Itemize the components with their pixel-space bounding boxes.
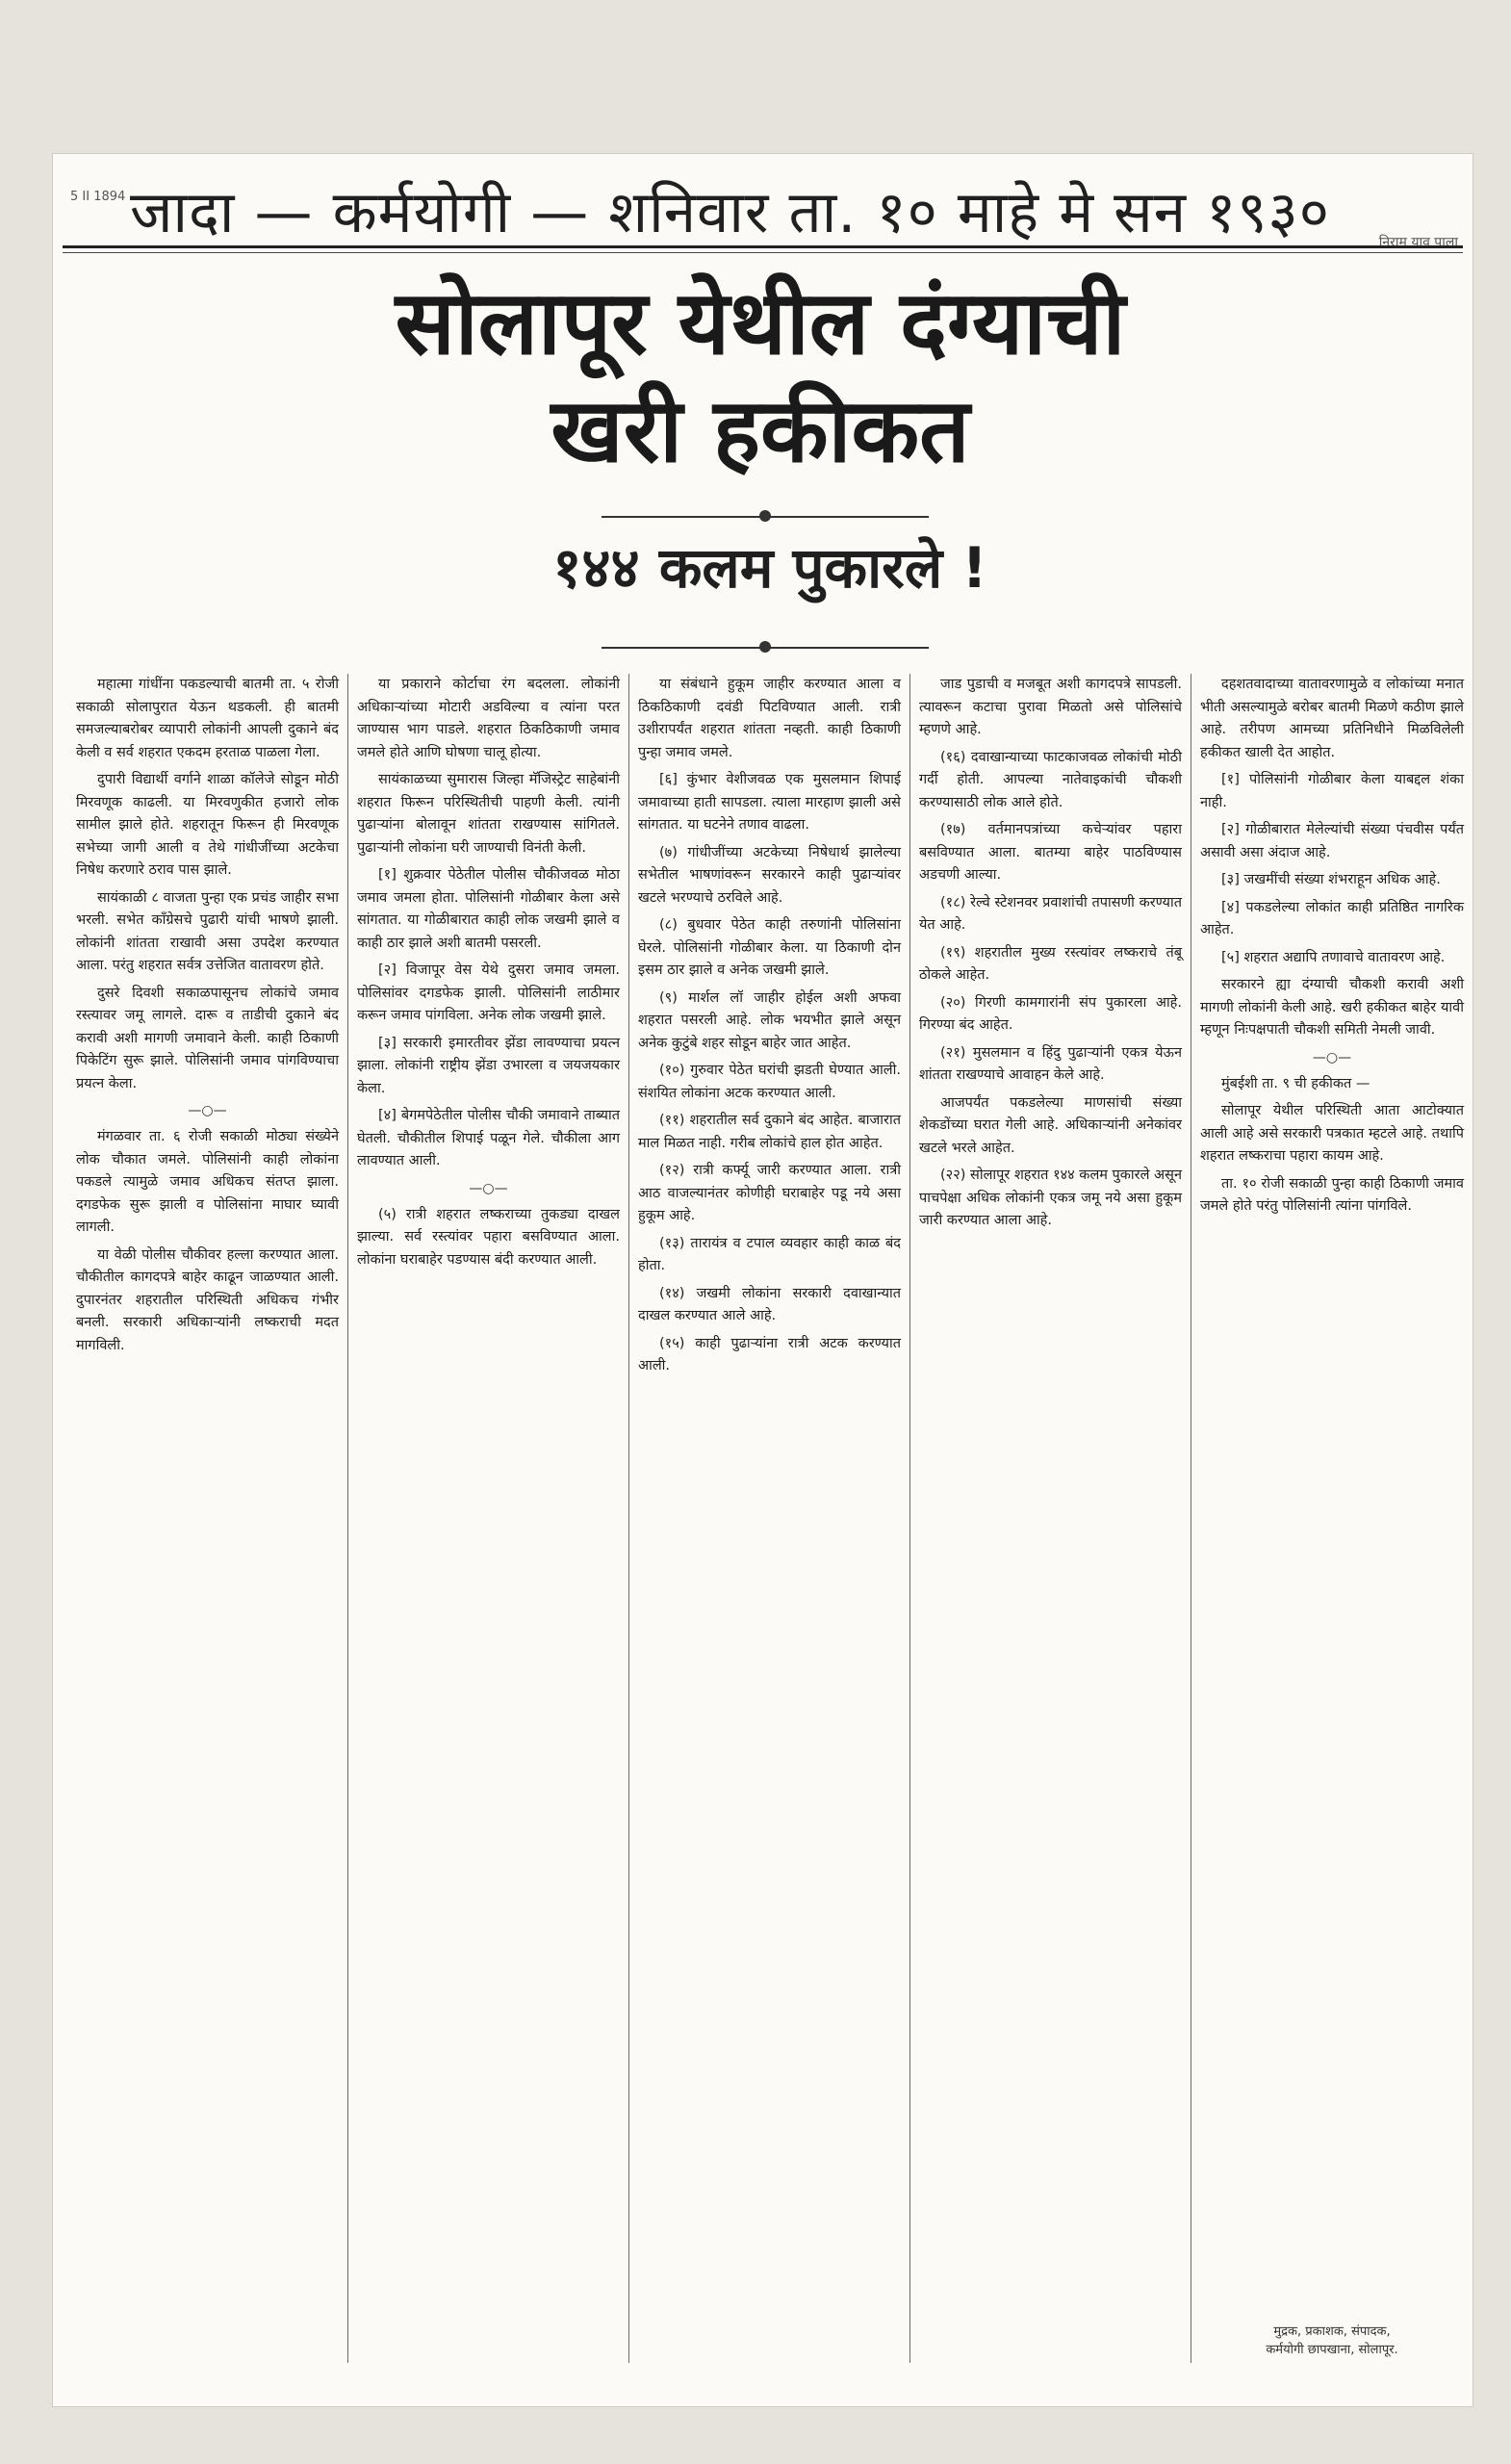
headline-line-1: सोलापूर येथील दंग्याची <box>395 271 1126 374</box>
paragraph: (१५) काही पुढाऱ्यांना रात्री अटक करण्यात आली. <box>638 1335 901 1373</box>
paragraph: या प्रकाराने कोर्टाचा रंग बदलला. लोकांनी अधिकाऱ्यांच्या मोटारी अडविल्या व त्यांना परत जाण्यास भाग पाडले. शहरात ठिकठिकाणी जमाव जमले होते आणि घोषणा चालू होत्या. <box>357 677 620 760</box>
paragraph: दहशतवादाच्या वातावरणामुळे व लोकांच्या मनात भीती असल्यामुळे बरोबर बातमी मिळणे कठीण झाले आहे. तरीपण आमच्या प्रतिनिधीने मिळविलेली हकीकत खाली देत आहोत. <box>1200 677 1464 760</box>
column-4 <box>910 674 1191 2363</box>
paragraph: (१९) शहरातील मुख्य रस्त्यांवर लष्कराचे तंबू ठोकले आहेत. <box>919 944 1182 983</box>
subheadline: १४४ कलम पुकारले ! <box>552 535 987 601</box>
section-divider: —○— <box>188 1103 227 1118</box>
masthead-right-note: निराम याव पाला <box>1378 235 1458 250</box>
printer-imprint <box>1191 2323 1473 2359</box>
paragraph: (५) रात्री शहरात लष्कराच्या तुकड्या दाखल झाल्या. सर्व रस्त्यांवर पहारा बसविण्यात आला. लोकांना घराबाहेर पडण्यास बंदी करण्यात आली. <box>357 1206 620 1268</box>
paragraph: [२] विजापूर वेस येथे दुसरा जमाव जमला. पोलिसांवर दगडफेक झाली. पोलिसांनी लाठीमार करून जमाव पांगविला. अनेक लोक जखमी झाले. <box>357 962 620 1023</box>
section-divider: —○— <box>469 1180 508 1196</box>
paragraph: [१] शुक्रवार पेठेतील पोलीस चौकीजवळ मोठा जमाव जमला होता. पोलिसांनी गोळीबार केला असे सांगतात. या गोळीबारात काही लोक जखमी झाले व काही ठार झाले अशी बातमी पसरली. <box>357 867 620 951</box>
paragraph: सरकारने ह्या दंग्याची चौकशी करावी अशी मागणी लोकांनी केली आहे. खरी हकीकत बाहेर यावी म्हणून निःपक्षपाती चौकशी समिती नेमली जावी. <box>1200 977 1464 1038</box>
paragraph: (८) बुधवार पेठेत काही तरुणांनी पोलिसांना घेरले. पोलिसांनी गोळीबार केला. या ठिकाणी दोन इसम ठार झाले व अनेक जखमी झाले. <box>638 917 901 978</box>
paragraph: दुसरे दिवशी सकाळपासूनच लोकांचे जमाव रस्त्यावर जमू लागले. दारू व ताडीची दुकाने बंद करावी अशी मागणी जमावाने केली. काही ठिकाणी पिकेटिंग सुरू झाले. पोलिसांनी जमाव पांगविण्याचा प्रयत्न केला. <box>76 985 339 1091</box>
paragraph: (१३) तारायंत्र व टपाल व्यवहार काही काळ बंद होता. <box>638 1235 901 1273</box>
masthead-title: जादा — कर्मयोगी — शनिवार ता. १० माहे मे सन १९३० <box>130 179 1330 246</box>
masthead-stamp: 5 II 1894 <box>70 190 126 204</box>
column-5 <box>1191 674 1473 2363</box>
paragraph: सायंकाळी ८ वाजता पुन्हा एक प्रचंड जाहीर सभा भरली. सभेत काँग्रेसचे पुढारी यांची भाषणे झाली. लोकांनी शांतता राखावी असा उपदेश करण्यात आला. परंतु शहरात सर्वत्र उत्तेजित वातावरण होते. <box>76 889 339 973</box>
paragraph: (१८) रेल्वे स्टेशनवर प्रवाशांची तपासणी करण्यात येत आहे. <box>919 894 1182 933</box>
paragraph: [४] बेगमपेठेतील पोलीस चौकी जमावाने ताब्यात घेतली. चौकीतील शिपाई पळून गेले. चौकीला आग लावण्यात आली. <box>357 1108 620 1168</box>
paragraph: ता. १० रोजी सकाळी पुन्हा काही ठिकाणी जमाव जमले होते परंतु पोलिसांनी त्यांना पांगविले. <box>1200 1175 1464 1214</box>
masthead-rule-thin <box>63 252 1463 253</box>
paragraph: (२०) गिरणी कामगारांनी संप पुकारला आहे. गिरण्या बंद आहेत. <box>919 994 1182 1033</box>
ornament-dot-top <box>759 510 771 522</box>
paragraph: या वेळी पोलीस चौकीवर हल्ला करण्यात आला. चौकीतील कागदपत्रे बाहेर काढून जाळण्यात आली. दुपारनंतर शहरातील परिस्थिती अधिकच गंभीर बनली. सरकारी अधिकाऱ्यांनी लष्कराची मदत मागविली. <box>76 1246 339 1353</box>
paragraph: दुपारी विद्यार्थी वर्गाने शाळा कॉलेजे सोडून मोठी मिरवणूक काढली. या मिरवणुकीत हजारो लोक सामील झाले होते. शहरातून फिरून ही मिरवणूक सभेच्या जागी आली व तेथे गांधीजींच्या अटकेचा निषेध करणारे ठराव पास झाले. <box>76 772 339 878</box>
paragraph: (२२) सोलापूर शहरात १४४ कलम पुकारले असून पाचपेक्षा अधिक लोकांनी एकत्र जमू नये असा हुकूम जारी करण्यात आला आहे. <box>919 1168 1182 1228</box>
paragraph: (१०) गुरुवार पेठेत घरांची झडती घेण्यात आली. संशयित लोकांना अटक करण्यात आली. <box>638 1063 901 1101</box>
paragraph: [६] कुंभार वेशीजवळ एक मुसलमान शिपाई जमावाच्या हाती सापडला. त्याला मारहाण झाली असे सांगतात. या घटनेने तणाव वाढला. <box>638 772 901 833</box>
headline <box>115 270 1405 485</box>
paragraph: सोलापूर येथील परिस्थिती आता आटोक्यात आली आहे असे सरकारी पत्रकात म्हटले आहे. तथापि शहरात लष्कराचा पहारा कायम आहे. <box>1200 1103 1464 1164</box>
masthead-rule <box>63 245 1463 248</box>
paragraph: [३] सरकारी इमारतीवर झेंडा लावण्याचा प्रयत्न झाला. लोकांनी राष्ट्रीय झेंडा उभारला व जयजयकार केला. <box>357 1035 620 1096</box>
section-divider: —○— <box>1312 1049 1352 1065</box>
article-columns <box>67 674 1473 2363</box>
paragraph: (१२) रात्री कर्फ्यू जारी करण्यात आला. रात्री आठ वाजल्यानंतर कोणीही घराबाहेर पडू नये असा हुकूम आहे. <box>638 1163 901 1223</box>
paragraph: [२] गोळीबारात मेलेल्यांची संख्या पंचवीस पर्यंत असावी असा अंदाज आहे. <box>1200 822 1464 860</box>
column-2 <box>348 674 629 2363</box>
paragraph: (११) शहरातील सर्व दुकाने बंद आहेत. बाजारात माल मिळत नाही. गरीब लोकांचे हाल होत आहेत. <box>638 1113 901 1151</box>
paragraph: सायंकाळच्या सुमारास जिल्हा मॅजिस्ट्रेट साहेबांनी शहरात फिरून परिस्थितीची पाहणी केली. त्यांनी पुढाऱ्यांना बोलावून शांतता राखण्यास सांगितले. पुढाऱ्यांनी लोकांना घरी जाण्याची विनंती केली. <box>357 772 620 856</box>
paragraph: [४] पकडलेल्या लोकांत काही प्रतिष्ठित नागरिक आहेत. <box>1200 899 1464 937</box>
paragraph: (७) गांधीजींच्या अटकेच्या निषेधार्थ झालेल्या सभेतील भाषणांवरून सरकारने काही पुढाऱ्यांवर खटले भरण्याचे ठरविले आहे. <box>638 844 901 906</box>
paragraph: (१७) वर्तमानपत्रांच्या कचेऱ्यांवर पहारा बसविण्यात आला. बातम्या बाहेर पाठविण्यास अडचणी आल्या. <box>919 822 1182 883</box>
paragraph: जाड पुडाची व मजबूत अशी कागदपत्रे सापडली. त्यावरून कटाचा पुरावा मिळतो असे पोलिसांचे म्हणणे आहे. <box>919 677 1182 737</box>
paragraph: मंगळवार ता. ६ रोजी सकाळी मोठ्या संख्येने लोक चौकात जमले. पोलिसांनी काही लोकांना पकडले त्यामुळे जमाव अधिकच संतप्त झाला. दगडफेक सुरू झाली व पोलिसांना माघार घ्यावी लागली. <box>76 1129 339 1235</box>
paragraph: [३] जखमींची संख्या शंभराहून अधिक आहे. <box>1221 872 1441 887</box>
imprint-line: मुद्रक, प्रकाशक, संपादक, <box>1273 2324 1391 2339</box>
paragraph: या संबंधाने हुकूम जाहीर करण्यात आला व ठिकठिकाणी दवंडी पिटविण्यात आली. रात्री उशीरापर्यंत शहरात शांतता नव्हती. काही ठिकाणी पुन्हा जमाव जमले. <box>638 677 901 760</box>
ornament-dot-bottom <box>759 641 771 653</box>
paragraph: (१४) जखमी लोकांना सरकारी दवाखान्यात दाखल करण्यात आले आहे. <box>638 1285 901 1323</box>
paragraph: [५] शहरात अद्यापि तणावाचे वातावरण आहे. <box>1221 949 1446 965</box>
paragraph: (९) मार्शल लॉ जाहीर होईल अशी अफवा शहरात पसरली आहे. लोक भयभीत झाले असून अनेक कुटुंबे शहर सोडून बाहेर जात आहेत. <box>638 989 901 1051</box>
column-1 <box>67 674 348 2363</box>
paragraph: (२१) मुसलमान व हिंदु पुढाऱ्यांनी एकत्र येऊन शांतता राखण्याचे आवाहन केले आहे. <box>919 1044 1182 1083</box>
paragraph: आजपर्यंत पकडलेल्या माणसांची संख्या शेकडोंच्या घरात गेली आहे. अधिकाऱ्यांनी अनेकांवर खटले भरले आहेत. <box>919 1094 1182 1156</box>
headline-line-2: खरी हकीकत <box>551 379 970 483</box>
paragraph: मुंबईशी ता. ९ ची हकीकत — <box>1221 1075 1370 1091</box>
column-3 <box>629 674 910 2363</box>
imprint-line: कर्मयोगी छापखाना, सोलापूर. <box>1266 2343 1398 2357</box>
paragraph: [१] पोलिसांनी गोळीबार केला याबद्दल शंका नाही. <box>1200 772 1464 810</box>
paragraph: (१६) दवाखान्याच्या फाटकाजवळ लोकांची मोठी गर्दी होती. आपल्या नातेवाइकांची चौकशी करण्यासाठी लोक आले होते. <box>919 749 1182 810</box>
paragraph: महात्मा गांधींना पकडल्याची बातमी ता. ५ रोजी सकाळी सोलापुरात येऊन थडकली. ही बातमी समजल्याबरोबर व्यापारी लोकांनी आपली दुकाने बंद केली व सर्व शहरात एकदम हरताळ पाळला गेला. <box>76 677 339 760</box>
